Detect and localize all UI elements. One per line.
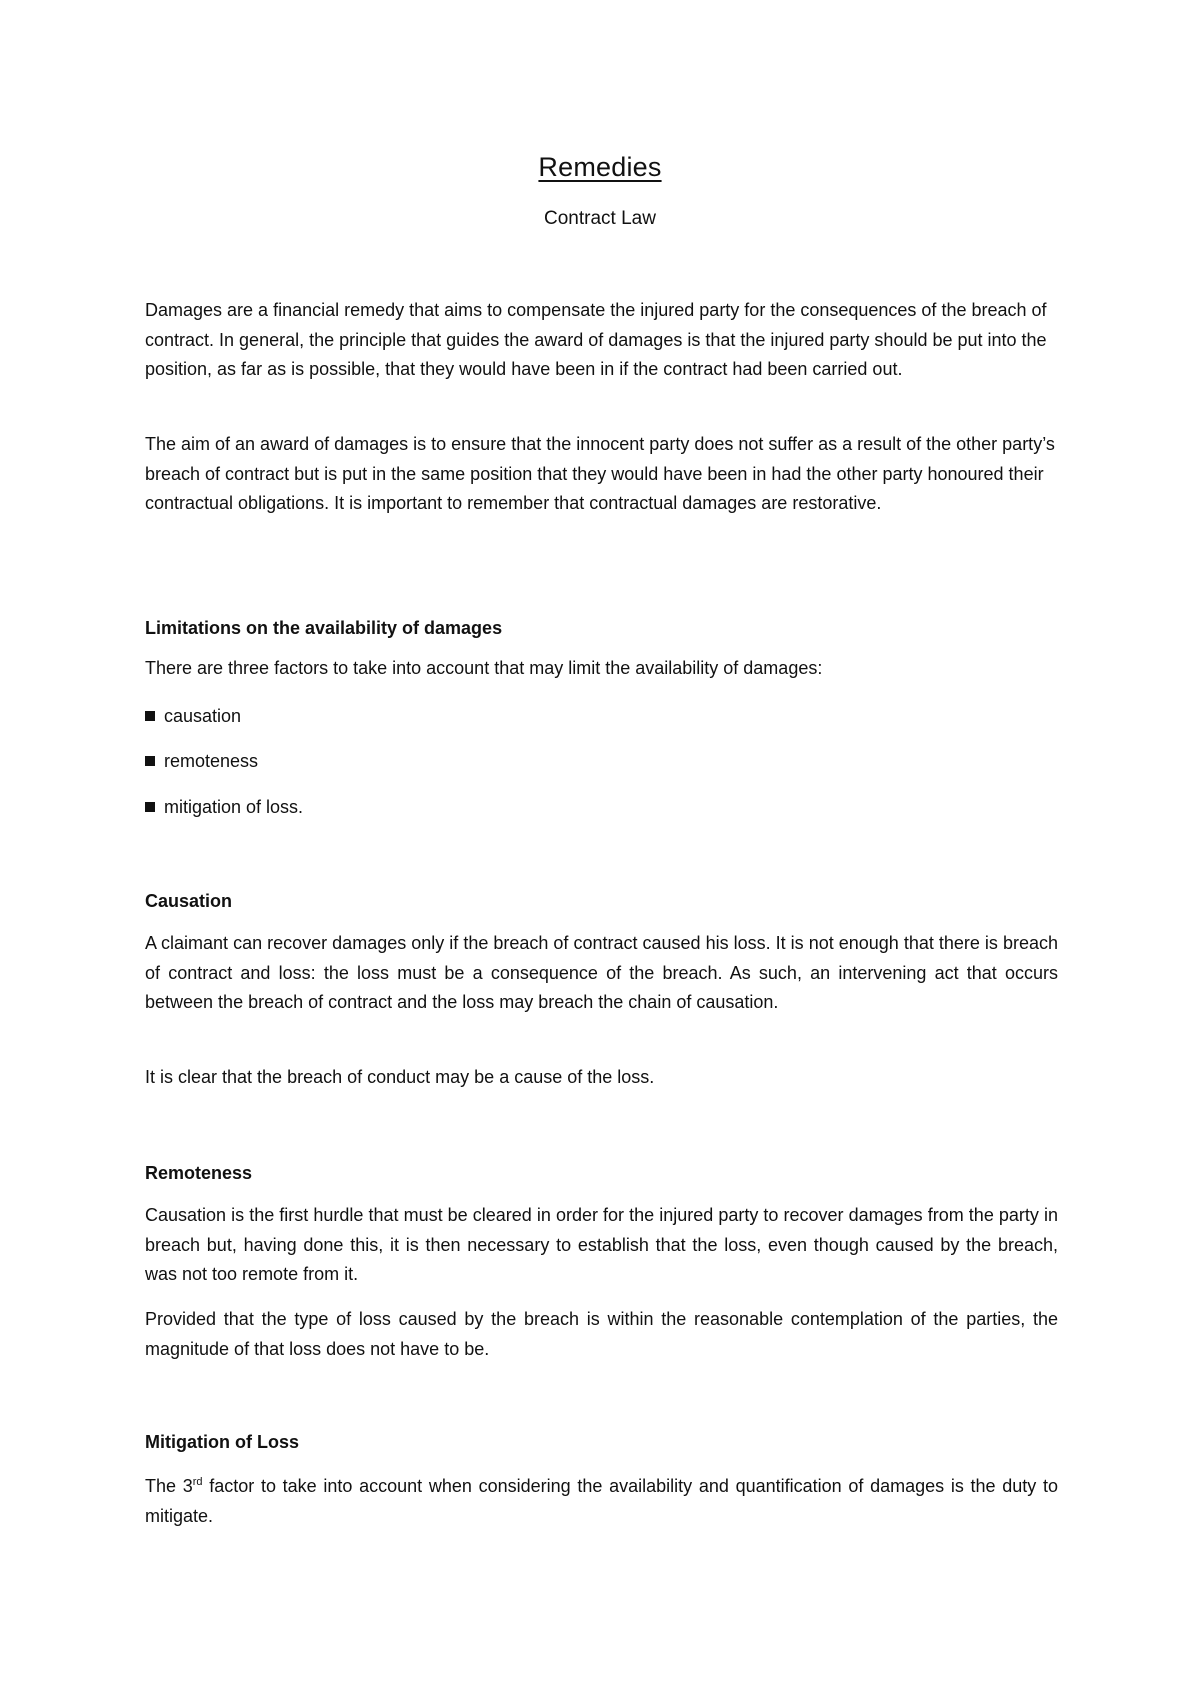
- intro-paragraph-1: Damages are a financial remedy that aims to compensate the injured party for the consequences of the breach of contract. In general, the principle that guides the award of damages is that the injured party should be put into the position, as far as is possible, that they would have been in if the contract had been carried out.: [145, 300, 1047, 379]
- causation-paragraph-2: It is clear that the breach of conduct may be a cause of the loss.: [145, 1067, 655, 1087]
- square-bullet-icon: [145, 711, 155, 721]
- limitation-item-remoteness: [145, 748, 1058, 774]
- remoteness-paragraph-2: Provided that the type of loss caused by the breach is within the reasonable contemplation of the parties, the magnitude of that loss does not have to be.: [145, 1309, 1058, 1359]
- document-subtitle: Contract Law: [544, 208, 656, 229]
- causation-heading: Causation: [145, 891, 233, 911]
- mitigation-paragraph-lead: The 3: [145, 1476, 193, 1496]
- remoteness-heading: Remoteness: [145, 1163, 253, 1183]
- ordinal-suffix: rd: [192, 1476, 203, 1488]
- document-title: Remedies: [538, 152, 662, 182]
- limitations-heading: Limitations on the availability of damages: [145, 618, 503, 638]
- limitation-item-label: remoteness: [164, 751, 259, 771]
- limitation-item-causation: [145, 703, 1058, 729]
- intro-paragraph-2: The aim of an award of damages is to ensure that the innocent party does not suffer as a result of the other party’s breach of contract but is put in the same position that they would have been in had the other party honoured their contractual obligations. It is important to remember that contractual damages are restorative.: [145, 434, 1055, 513]
- mitigation-paragraph: [145, 1472, 1058, 1531]
- limitation-item-label: causation: [164, 706, 242, 726]
- mitigation-heading: Mitigation of Loss: [145, 1432, 299, 1452]
- limitations-intro: There are three factors to take into account that may limit the availability of damages:: [145, 658, 823, 678]
- causation-paragraph-1: A claimant can recover damages only if the breach of contract caused his loss. It is not enough that there is breach of contract and loss: the loss must be a consequence of the breach. As such, an intervening act that occurs between the breach of contract and the loss may breach the chain of causation.: [145, 933, 1058, 1012]
- square-bullet-icon: [145, 756, 155, 766]
- limitation-item-mitigation: [145, 794, 1058, 820]
- remoteness-paragraph-1: Causation is the first hurdle that must be cleared in order for the injured party to recover damages from the party in breach but, having done this, it is then necessary to establish that the loss, even though caused by the breach, was not too remote from it.: [145, 1205, 1058, 1284]
- limitation-item-label: mitigation of loss.: [164, 797, 304, 817]
- square-bullet-icon: [145, 802, 155, 812]
- mitigation-paragraph-rest: factor to take into account when considering the availability and quantification of damages is the duty to mitigate.: [145, 1476, 1058, 1526]
